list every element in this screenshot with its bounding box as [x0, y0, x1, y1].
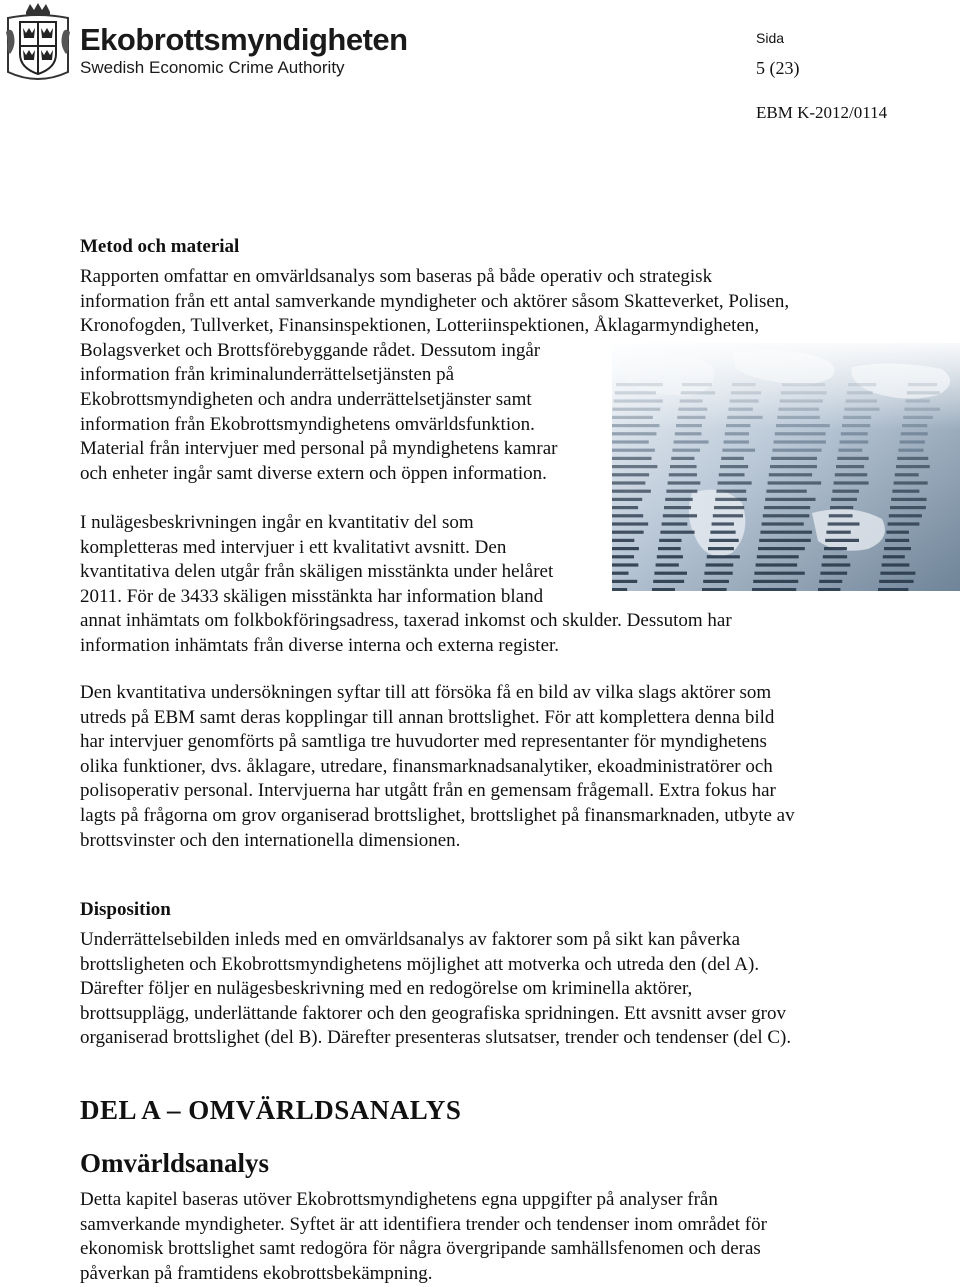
- text-line: lagts på frågorna om grov organiserad brottslighet, brottslighet på finansmarknaden, utbyte av: [80, 804, 795, 826]
- document-reference: EBM K-2012/0114: [756, 103, 888, 122]
- text-line: brottsupplägg, underlättande faktorer och den geografiska spridningen. Ett avsnitt avser grov: [80, 1002, 786, 1024]
- paragraph-omvarldsanalys: [80, 1188, 767, 1286]
- text-line: information från ett antal samverkande myndigheter och aktörer såsom Skatteverket, Polisen,: [80, 290, 790, 312]
- text-line: brottsligheten och Ekobrottsmyndighetens möjlighet att motverka och utreda den (del A).: [80, 953, 760, 975]
- text-line: har intervjuer genomförts på samtliga tre huvudorter med representanter för myndighetens: [80, 731, 767, 753]
- agency-logo: [0, 0, 408, 90]
- text-line: Material från intervjuer med personal på myndighetens kamrar: [80, 438, 558, 460]
- text-line: 2011. För de 3433 skäligen misstänkta har information bland: [80, 585, 544, 607]
- text-line: brottsvinster och den internationella dimensionen.: [80, 829, 461, 851]
- stock-market-image: [612, 343, 960, 591]
- text-line: utreds på EBM samt deras kopplingar till annan brottslighet. För att komplettera denna bild: [80, 706, 775, 728]
- text-line: påverkan på framtidens ekobrottsbekämpning.: [80, 1262, 433, 1284]
- section-heading-metod: Metod och material: [80, 236, 240, 257]
- text-line: polisoperativ personal. Intervjuerna har utgått från en gemensam frågemall. Extra fokus har: [80, 780, 776, 802]
- swedish-crest-icon: [2, 2, 74, 86]
- text-line: kompletteras med intervjuer i ett kvalitativt avsnitt. Den: [80, 536, 507, 558]
- paragraph-metod-3: [80, 681, 795, 853]
- text-line: Den kvantitativa undersökningen syftar till att försöka få en bild av vilka slags aktörer som: [80, 682, 772, 703]
- text-line: olika funktioner, dvs. åklagare, utredare, finansmarknadsanalytiker, ekoadministratörer och: [80, 755, 773, 777]
- text-line: Bolagsverket och Brottsförebyggande rådet. Dessutom ingår: [80, 339, 541, 361]
- text-line: och enheter ingår samt diverse extern och öppen information.: [80, 462, 547, 484]
- text-line: organiserad brottslighet (del B). Därefter presenteras slutsatser, trender och tendenser (del C).: [80, 1027, 792, 1049]
- text-line: Ekobrottsmyndigheten och andra underrättelsetjänster samt: [80, 388, 532, 410]
- paragraph-disposition: [80, 928, 791, 1051]
- text-line: Underrättelsebilden inleds med en omvärldsanalys av faktorer som på sikt kan påverka: [80, 929, 741, 950]
- chapter-heading-omvarldsanalys: Omvärldsanalys: [80, 1148, 270, 1178]
- stock-table-map-icon: [612, 343, 960, 591]
- text-line: information från kriminalunderrättelsetjänsten på: [80, 364, 455, 386]
- text-line: I nulägesbeskrivningen ingår en kvantitativ del som: [80, 512, 474, 533]
- text-line: kvantitativa delen utgår från skäligen misstänkta under helåret: [80, 561, 554, 583]
- text-line: Rapporten omfattar en omvärldsanalys som baseras på både operativ och strategisk: [80, 266, 713, 287]
- text-line: annat inhämtats om folkbokföringsadress, taxerad inkomst och skulder. Dessutom har: [80, 610, 732, 632]
- page-number: 5 (23): [756, 58, 800, 78]
- text-line: Kronofogden, Tullverket, Finansinspektionen, Lotteriinspektionen, Åklagarmyndigheten,: [80, 315, 760, 337]
- text-line: Därefter följer en nulägesbeskrivning med en redogörelse om kriminella aktörer,: [80, 978, 693, 1000]
- text-line: information inhämtats från diverse interna och externa register.: [80, 634, 560, 656]
- text-line: samverkande myndigheter. Syftet är att identifiera trender och tendenser inom området för: [80, 1213, 767, 1235]
- text-line: information från Ekobrottsmyndighetens omvärldsfunktion.: [80, 413, 535, 435]
- text-line: ekonomisk brottslighet samt redogöra för några övergripande samhällsfenomen och deras: [80, 1238, 761, 1260]
- part-heading-del-a: DEL A – OMVÄRLDSANALYS: [80, 1095, 462, 1125]
- text-line: Detta kapitel baseras utöver Ekobrottsmyndighetens egna uppgifter på analyser från: [80, 1189, 718, 1210]
- org-name: Ekobrottsmyndigheten: [80, 22, 408, 57]
- org-subtitle: Swedish Economic Crime Authority: [80, 58, 345, 77]
- page-label: Sida: [756, 30, 785, 46]
- section-heading-disposition: Disposition: [80, 899, 171, 920]
